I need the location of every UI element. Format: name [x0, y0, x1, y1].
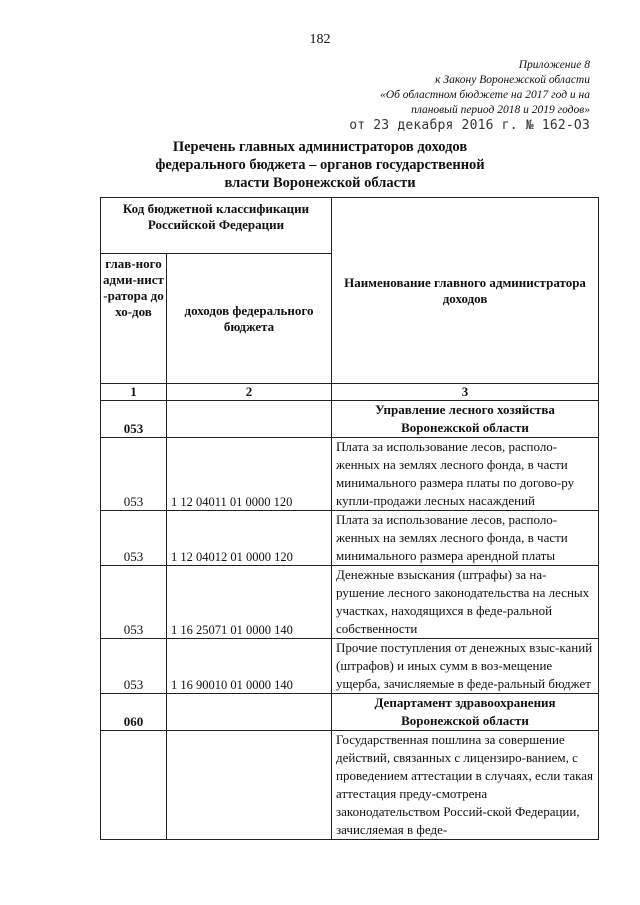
row-description: Плата за использование лесов, располо-женных на землях лесного фонда, в части минимального размера арендной платы: [332, 511, 599, 566]
section-name: Управление лесного хозяйства Воронежской области: [332, 401, 599, 438]
header-budget-code: Код бюджетной классификации Российской Федерации: [101, 198, 332, 254]
appendix-line: к Закону Воронежской области: [435, 74, 590, 86]
row-income-code: 1 12 04011 01 0000 120: [167, 438, 332, 511]
row-description: Плата за использование лесов, располо-женных на землях лесного фонда, в части минимального размера платы по догово-ру купли-продажи лесных насаждений: [332, 438, 599, 511]
row-description: Государственная пошлина за совершение действий, связанных с лицензиро-ванием, с проведением аттестации в случаях, если такая аттестация преду-смотрена законодательством Россий-ской Федерации, зачисляемая в феде-: [332, 731, 599, 840]
appendix-note: [260, 58, 590, 118]
row-description: Прочие поступления от денежных взыс-каний (штрафов) и иных сумм в воз-мещение ущерба, зачисляемые в феде-ральный бюджет: [332, 639, 599, 694]
appendix-line: Приложение 8: [518, 59, 590, 71]
header-admin-name: Наименование главного администратора доходов: [332, 198, 599, 384]
row-income-code: 1 16 90010 01 0000 140: [167, 639, 332, 694]
header-income-code: доходов федерального бюджета: [167, 254, 332, 384]
row-admin-code: 053: [101, 566, 167, 639]
law-date-stamp: от 23 декабря 2016 г. № 162-ОЗ: [349, 118, 590, 133]
row-admin-code: [101, 731, 167, 840]
row-admin-code: 053: [101, 511, 167, 566]
section-admin-code: 053: [101, 401, 167, 438]
document-title: [0, 138, 640, 192]
row-admin-code: 053: [101, 639, 167, 694]
title-line: федерального бюджета – органов государственной: [155, 157, 485, 173]
section-admin-code: 060: [101, 694, 167, 731]
header-admin-code: глав-ного адми-нист-ратора дохо-дов: [101, 254, 167, 384]
page-number: 182: [309, 32, 331, 47]
title-line: Перечень главных администраторов доходов: [172, 139, 468, 155]
empty-cell: [167, 401, 332, 438]
title-line: власти Воронежской области: [224, 175, 416, 191]
empty-cell: [167, 694, 332, 731]
row-income-code: 1 12 04012 01 0000 120: [167, 511, 332, 566]
administrators-table: [100, 197, 599, 840]
appendix-line: плановый период 2018 и 2019 годов»: [411, 104, 590, 116]
row-admin-code: 053: [101, 438, 167, 511]
row-description: Денежные взыскания (штрафы) за на-рушение лесного законодательства на лесных участках, находящихся в феде-ральной собственности: [332, 566, 599, 639]
row-income-code: [167, 731, 332, 840]
column-number: 2: [167, 384, 332, 401]
appendix-line: «Об областном бюджете на 2017 год и на: [380, 89, 590, 101]
column-number: 1: [101, 384, 167, 401]
column-number: 3: [332, 384, 599, 401]
row-income-code: 1 16 25071 01 0000 140: [167, 566, 332, 639]
section-name: Департамент здравоохранения Воронежской области: [332, 694, 599, 731]
